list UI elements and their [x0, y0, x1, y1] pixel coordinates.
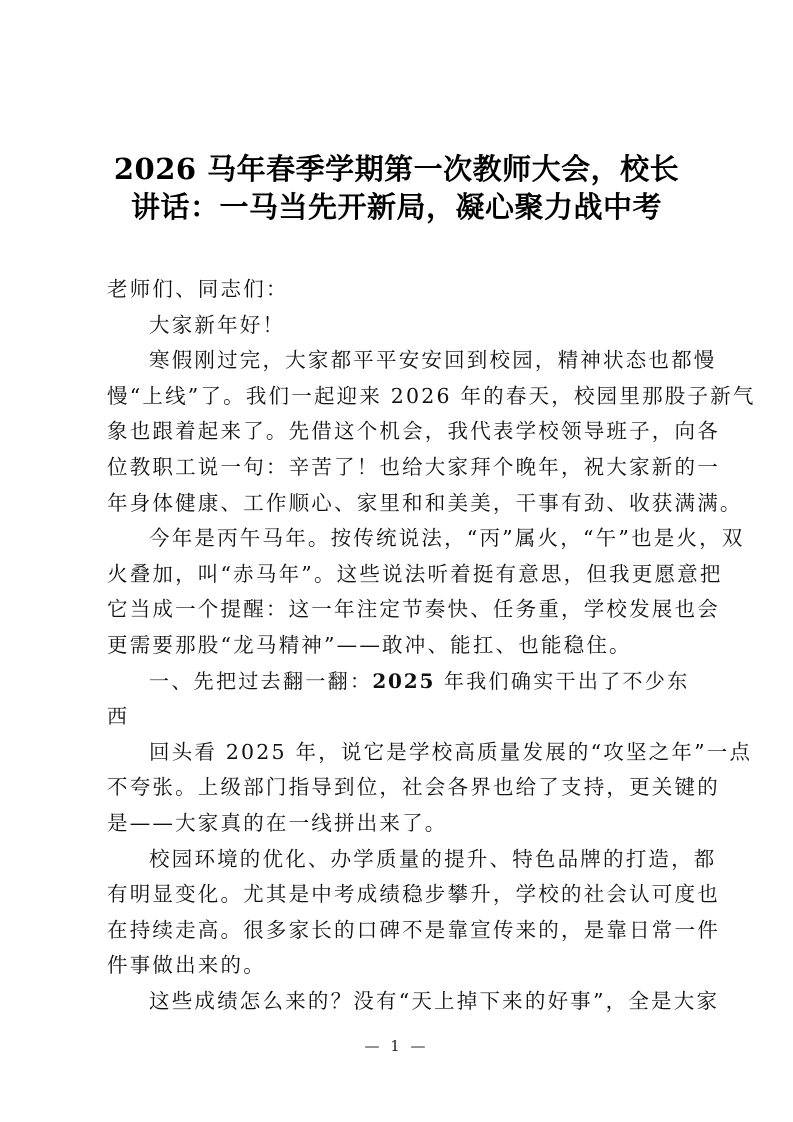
- text-line: 这些成绩怎么来的？没有“天上掉下来的好事”，全是大家: [149, 988, 720, 1013]
- title-line-1: 2026 马年春季学期第一次教师大会，校长: [113, 152, 680, 186]
- text-line: 不夸张。上级部门指导到位，社会各界也给了支持，更关键的: [107, 775, 720, 800]
- text-line: 位教职工说一句：辛苦了！也给大家拜个晚年，祝大家新的一: [107, 454, 720, 479]
- page-number: — 1 —: [364, 1037, 429, 1055]
- title-line-2: 讲话：一马当先开新局，凝心聚力战中考: [130, 190, 662, 224]
- text-line: 火叠加，叫“赤马年”。这些说法听着挺有意思，但我更愿意把: [107, 561, 723, 586]
- text-line: 回头看 2025 年，说它是学校高质量发展的“攻坚之年”一点: [149, 739, 753, 764]
- section-heading-1: [107, 664, 689, 735]
- paragraph-review-2025: [107, 735, 753, 842]
- paragraph-horse-year: [107, 521, 745, 663]
- salutation: 老师们、同志们：: [107, 277, 289, 301]
- document-title: [100, 150, 693, 226]
- text-line: 寒假刚过完，大家都平平安安回到校园，精神状态也都慢: [149, 348, 717, 373]
- text-line: 更需要那股“龙马精神”——敢冲、能扛、也能稳住。: [107, 632, 632, 657]
- text-line: 件事做出来的。: [107, 953, 266, 978]
- paragraph-how-achieved: [107, 984, 720, 1020]
- heading-suffix: 年我们确实干出了不少东西: [107, 668, 689, 729]
- heading-year: 2025: [372, 668, 436, 693]
- document-body: [107, 272, 756, 1019]
- text-line: 有明显变化。尤其是中考成绩稳步攀升，学校的社会认可度也: [107, 882, 720, 907]
- heading-prefix: 一、先把过去翻一翻：: [149, 668, 373, 693]
- paragraph-new-semester: [107, 343, 756, 521]
- paragraph-achievements: [107, 842, 720, 984]
- text-line: 大家新年好！: [149, 312, 286, 337]
- text-line: 象也跟着起来了。先借这个机会，我代表学校领导班子，向各: [107, 419, 720, 444]
- text-line: 今年是丙午马年。按传统说法，“丙”属火，“午”也是火，双: [149, 526, 745, 551]
- text-line: 校园环境的优化、办学质量的提升、特色品牌的打造，都: [149, 846, 717, 871]
- text-line: 是——大家真的在一线拼出来了。: [107, 810, 448, 835]
- text-line: 慢“上线”了。我们一起迎来 2026 年的春天，校园里那股子新气: [107, 383, 756, 408]
- paragraph-greeting: [107, 308, 689, 344]
- text-line: 年身体健康、工作顺心、家里和和美美，干事有劲、收获满满。: [107, 490, 743, 515]
- text-line: 在持续走高。很多家长的口碑不是靠宣传来的，是靠日常一件: [107, 917, 720, 942]
- text-line: 它当成一个提醒：这一年注定节奏快、任务重，学校发展也会: [107, 597, 720, 622]
